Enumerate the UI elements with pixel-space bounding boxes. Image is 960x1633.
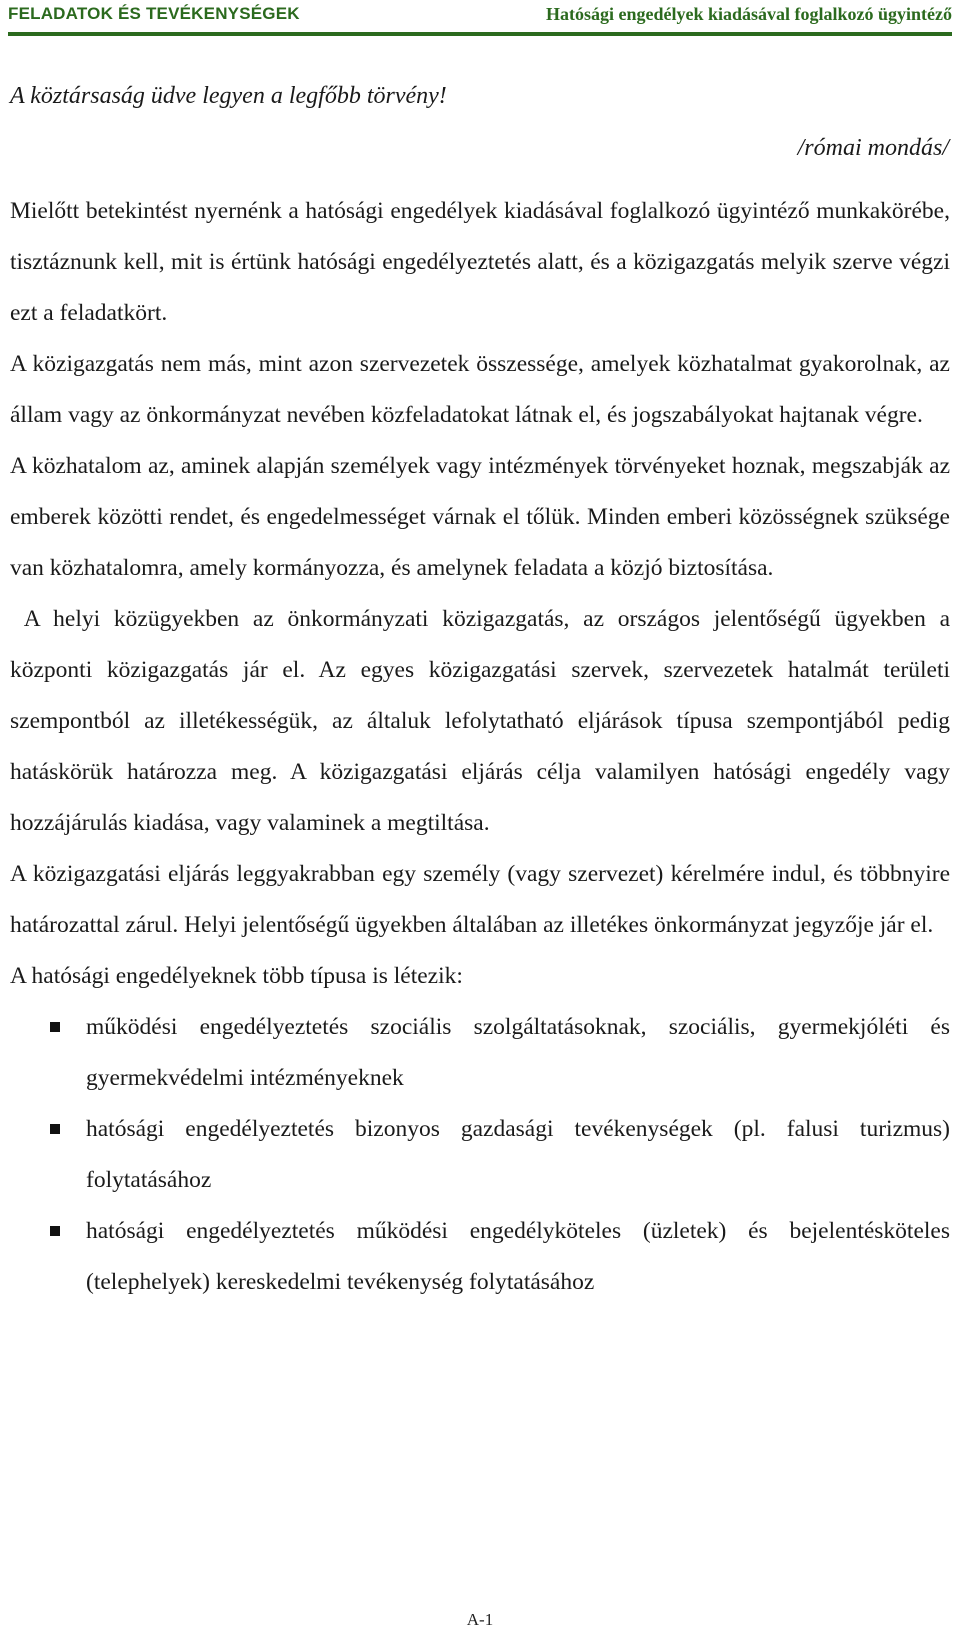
square-bullet-icon [50, 1226, 60, 1236]
motto-quote: A köztársaság üdve legyen a legfőbb törvény! [10, 83, 447, 109]
permit-types-list [10, 1002, 950, 1308]
paragraph: A hatósági engedélyeknek több típusa is létezik: [10, 963, 463, 989]
running-header [8, 2, 952, 32]
list-item [10, 1002, 950, 1104]
paragraph: Mielőtt betekintést nyernénk a hatósági engedélyek kiadásával foglalkozó ügyintéző munkakörébe, tisztáznunk kell, mit is értünk hatósági engedélyeztetés alatt, és a közigazgatás melyik szerve végzi ezt a feladatkört. [10, 198, 950, 326]
paragraph: A közhatalom az, aminek alapján személyek vagy intézmények törvényeket hoznak, megszabják az emberek közötti rendet, és engedelmességet várnak el tőlük. Minden emberi közösségnek szüksége van közhatalomra, amely kormányozza, és amelynek feladata a közjó biztosítása. [10, 453, 950, 581]
list-item [10, 1104, 950, 1206]
list-item-text: működési engedélyeztetés szociális szolgáltatásoknak, szociális, gyermekjóléti és gyermekvédelmi intézményeknek [86, 1014, 950, 1091]
paragraph: A helyi közügyekben az önkormányzati közigazgatás, az országos jelentőségű ügyekben a központi közigazgatás jár el. Az egyes közigazgatási szervek, szervezetek hatalmát területi szempontból az illetékességük, az általuk lefolytatható eljárások típusa szempontjából pedig hatáskörük határozza meg. A közigazgatási eljárás célja valamilyen hatósági engedély vagy hozzájárulás kiadása, vagy valaminek a megtiltása. [10, 606, 956, 836]
motto-source: /római mondás/ [797, 135, 949, 161]
body-text [10, 186, 956, 1308]
list-item [10, 1206, 950, 1308]
header-section-title: FELADATOK ÉS TEVÉKENYSÉGEK [8, 4, 300, 23]
header-divider [8, 32, 952, 36]
list-item-text: hatósági engedélyeztetés bizonyos gazdasági tevékenységek (pl. falusi turizmus) folytatásához [86, 1116, 950, 1193]
list-item-text: hatósági engedélyeztetés működési engedélyköteles (üzletek) és bejelentésköteles (telephelyek) kereskedelmi tevékenység folytatásához [86, 1218, 950, 1295]
paragraph: A közigazgatás nem más, mint azon szervezetek összessége, amelyek közhatalmat gyakorolnak, az állam vagy az önkormányzat nevében közfeladatokat látnak el, és jogszabályokat hajtanak végre. [10, 351, 950, 428]
header-occupation-title: Hatósági engedélyek kiadásával foglalkozó ügyintéző [545, 4, 952, 24]
paragraph: A közigazgatási eljárás leggyakrabban egy személy (vagy szervezet) kérelmére indul, és többnyire határozattal zárul. Helyi jelentőségű ügyekben általában az illetékes önkormányzat jegyzője jár el. [10, 861, 950, 938]
square-bullet-icon [50, 1022, 60, 1032]
square-bullet-icon [50, 1124, 60, 1134]
page-number: A-1 [466, 1610, 494, 1629]
